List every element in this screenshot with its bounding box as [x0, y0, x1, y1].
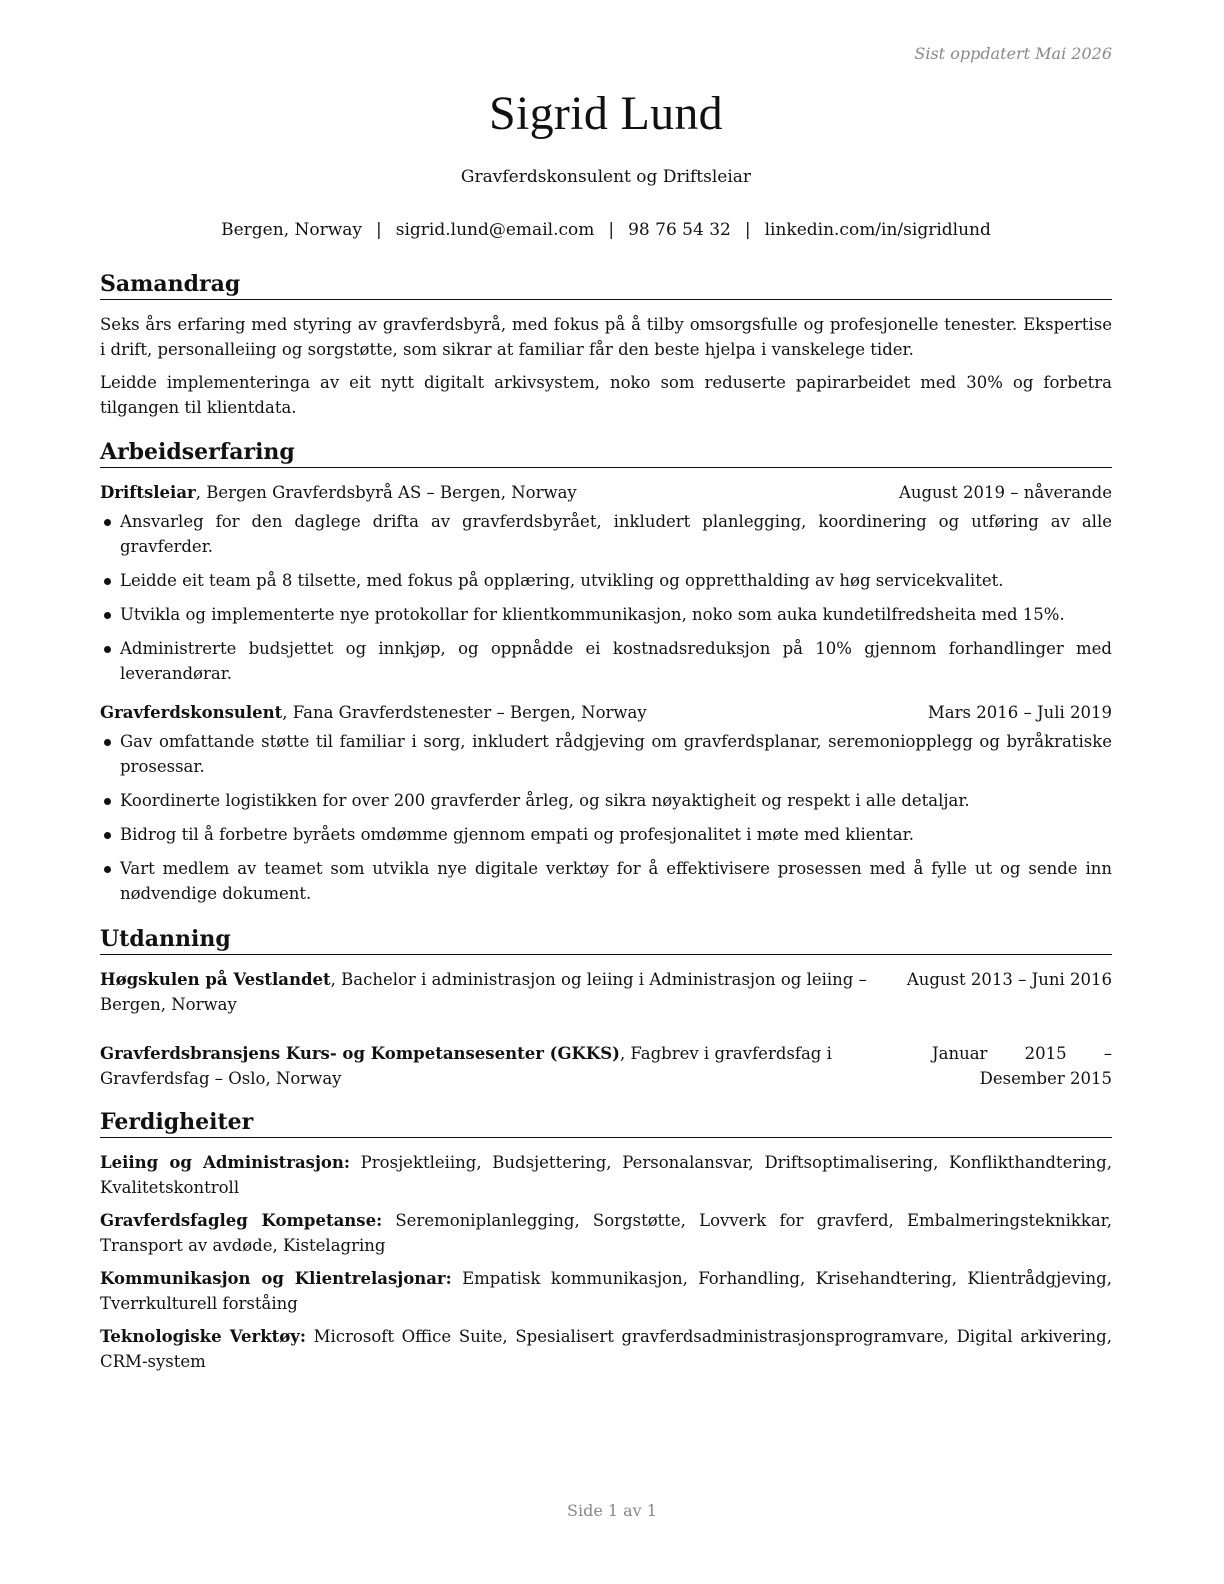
bullet-item: Vart medlem av teamet som utvikla nye digitale verktøy for å effektivisere prosessen med å fylle ut og sende inn nødvendige dokument.	[100, 856, 1112, 906]
job-entry	[100, 700, 1112, 906]
bullet-item: Gav omfattande støtte til familiar i sorg, inkludert rådgjeving om gravferdsplanar, seremoniopplegg og byråkratiske prosessar.	[100, 729, 1112, 779]
contact-separator: |	[608, 220, 615, 240]
job-dates: August 2019 – nåverande	[898, 483, 1112, 502]
skill-label: Leiing og Administrasjon:	[100, 1153, 351, 1172]
candidate-headline: Gravferdskonsulent og Driftsleiar	[460, 167, 752, 187]
last-updated: Sist oppdatert Mai 2026	[914, 44, 1112, 63]
summary-paragraph: Leidde implementeringa av eit nytt digitalt arkivsystem, noko som reduserte papirarbeidet med 30% og forbetra tilgangen til klientdata.	[100, 373, 1112, 417]
job-title-line	[100, 480, 577, 505]
education-degree: , Fagbrev i gravferdsfag i Gravferdsfag – Oslo, Norway	[100, 1044, 832, 1088]
section-title: Utdanning	[100, 925, 1112, 955]
job-role: Gravferdskonsulent	[100, 703, 283, 722]
education-dates: August 2013 – Juni 2016	[906, 970, 1112, 989]
contact-email[interactable]: sigrid.lund@email.com	[395, 220, 595, 240]
skill-label: Teknologiske Verktøy:	[100, 1327, 306, 1346]
bullet-item: Utvikla og implementerte nye protokollar for klientkommunikasjon, noko som auka kundetilfredsheita med 15%.	[100, 602, 1112, 627]
education-degree: , Bachelor i administrasjon og leiing i Administrasjon og leiing – Bergen, Norway	[100, 970, 867, 1014]
job-bullets	[100, 729, 1112, 906]
skills-section	[100, 1108, 1112, 1382]
skill-label: Gravferdsfagleg Kompetanse:	[100, 1211, 383, 1230]
bullet-item: Koordinerte logistikken for over 200 gravferder årleg, og sikra nøyaktigheit og respekt i alle detaljar.	[100, 788, 1112, 813]
contact-separator: |	[744, 220, 751, 240]
skill-list: Prosjektleiing, Budsjettering, Personalansvar, Driftsoptimalisering, Konflikthandtering, Kvalitetskontroll	[100, 1153, 1112, 1197]
skill-list: Seremoniplanlegging, Sorgstøtte, Lovverk for gravferd, Embalmeringsteknikkar, Transport av avdøde, Kistelagring	[100, 1211, 1113, 1255]
job-title-line	[100, 700, 647, 725]
education-detail	[100, 1041, 932, 1091]
skill-group	[100, 1324, 1112, 1374]
contact-phone: 98 76 54 32	[628, 220, 731, 240]
education-section	[100, 925, 1112, 1091]
summary-section	[100, 270, 1112, 428]
job-dates: Mars 2016 – Juli 2019	[927, 703, 1112, 722]
skill-group	[100, 1150, 1112, 1200]
job-role: Driftsleiar	[100, 483, 196, 502]
summary-paragraph: Seks års erfaring med styring av gravferdsbyrå, med fokus på å tilby omsorgsfulle og profesjonelle tenester. Ekspertise i drift, personalleiing og sorgstøtte, som sikrar at familiar får den beste hjelpa i vanskelege tider.	[100, 315, 1112, 359]
skill-group	[100, 1208, 1112, 1258]
education-entry	[100, 967, 1112, 1017]
contact-linkedin[interactable]: linkedin.com/in/sigridlund	[764, 220, 991, 240]
job-org: , Bergen Gravferdsbyrå AS – Bergen, Norway	[195, 483, 577, 502]
page-number: Side 1 av 1	[567, 1501, 657, 1520]
bullet-item: Administrerte budsjettet og innkjøp, og oppnådde ei kostnadsreduksjon på 10% gjennom forhandlinger med leverandørar.	[100, 636, 1112, 686]
experience-section	[100, 438, 1112, 915]
section-title: Ferdigheiter	[100, 1108, 1112, 1138]
job-header	[100, 700, 1112, 725]
skill-label: Kommunikasjon og Klientrelasjonar:	[100, 1269, 452, 1288]
skill-list: Microsoft Office Suite, Spesialisert gravferdsadministrasjonsprogramvare, Digital arkivering, CRM-system	[100, 1327, 1112, 1371]
job-bullets	[100, 509, 1112, 686]
contact-location: Bergen, Norway	[221, 220, 363, 240]
contact-separator: |	[376, 220, 382, 240]
job-org: , Fana Gravferdstenester – Bergen, Norway	[282, 703, 647, 722]
education-school: Gravferdsbransjens Kurs- og Kompetansesenter (GKKS)	[100, 1044, 620, 1063]
job-header	[100, 480, 1112, 505]
job-entry	[100, 480, 1112, 686]
bullet-item: Leidde eit team på 8 tilsette, med fokus på opplæring, utvikling og oppretthalding av høg servicekvalitet.	[100, 568, 1112, 593]
candidate-name: Sigrid Lund	[489, 87, 723, 140]
education-detail	[100, 967, 907, 1017]
skill-group	[100, 1266, 1112, 1316]
contact-line	[100, 220, 1112, 240]
section-title: Samandrag	[100, 270, 1112, 300]
bullet-item: Bidrog til å forbetre byråets omdømme gjennom empati og profesjonalitet i møte med klientar.	[100, 822, 1112, 847]
education-dates: Januar 2015 – Desember 2015	[932, 1044, 1112, 1088]
section-title: Arbeidserfaring	[100, 438, 1112, 468]
education-school: Høgskulen på Vestlandet	[100, 970, 331, 989]
education-entry	[100, 1041, 1112, 1091]
bullet-item: Ansvarleg for den daglege drifta av gravferdsbyrået, inkludert planlegging, koordinering og utføring av alle gravferder.	[100, 509, 1112, 559]
skill-list: Empatisk kommunikasjon, Forhandling, Krisehandtering, Klientrådgjeving, Tverrkulturell forståing	[100, 1269, 1112, 1313]
